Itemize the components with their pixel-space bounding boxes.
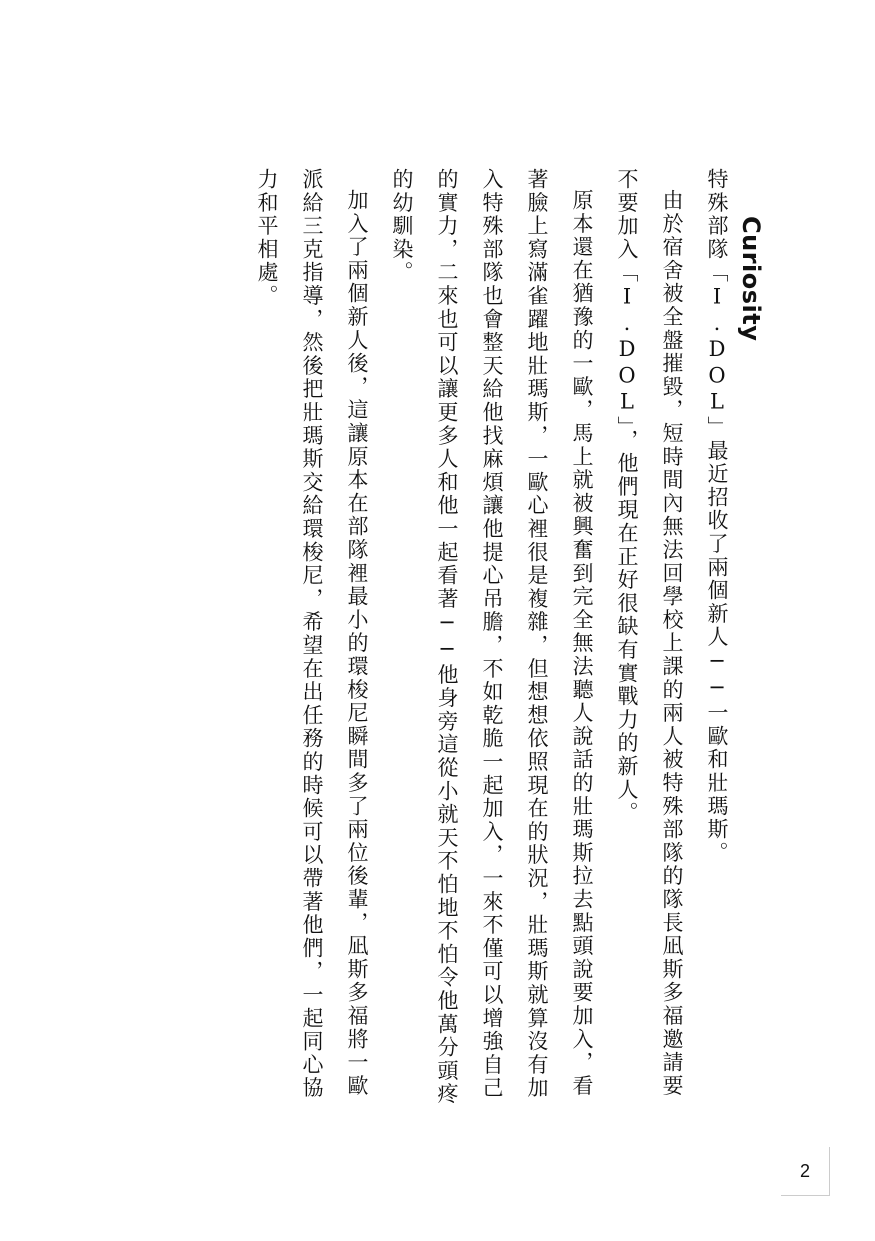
paragraph-4: 加入了兩個新人後，這讓原本在部隊裡最小的環梭尼瞬間多了兩位後輩，凪斯多福將一歐派給三克指導，然後把壯瑪斯交給環梭尼，希望在出任務的時候可以帶著他們，一起同心協力和平相處。 — [255, 168, 369, 1100]
page-number: 2 — [781, 1147, 830, 1196]
paragraph-1: 特殊部隊「I.DOL」最近招收了兩個新人──一歐和壯瑪斯。 — [705, 168, 729, 865]
paragraph-3: 原本還在猶豫的一歐，馬上就被興奮到完全無法聽人說話的壯瑪斯拉去點頭說要加入，看著臉上寫滿雀躍地壯瑪斯，一歐心裡很是複雜，但想想依照現在的狀況，壯瑪斯就算沒有加入特殊部隊也會整天給他找麻煩讓他提心吊膽，不如乾脆一起加入，一來不僅可以增強自己的實力，二來也可以讓更多人和他一起看著──他身旁這從小就天不怕地不怕令他萬分頭疼的幼馴染。 — [390, 168, 594, 1106]
paragraph-2: 由於宿舍被全盤摧毀，短時間內無法回學校上課的兩人被特殊部隊的隊長凪斯多福邀請要不要加入「I.DOL」，他們現在正好很缺有實戰力的新人。 — [615, 168, 684, 1098]
vertical-text-block — [244, 168, 763, 1108]
chapter-title: Curiosity — [737, 216, 765, 342]
